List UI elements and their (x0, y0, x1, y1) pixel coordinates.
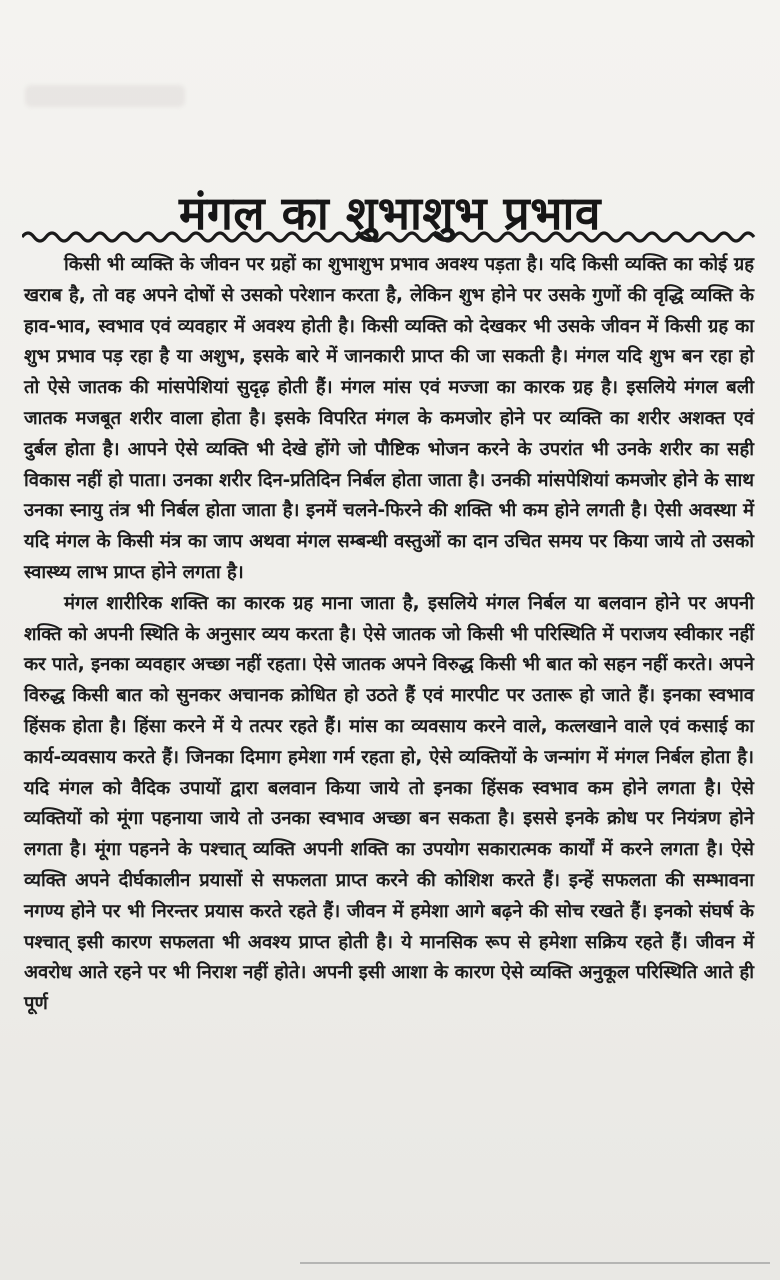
paragraph-2: मंगल शारीरिक शक्ति का कारक ग्रह माना जाता है, इसलिये मंगल निर्बल या बलवान होने पर अपनी शक्ति को अपनी स्थिति के अनुसार व्यय करता है। ऐसे जातक जो किसी भी परिस्थिति में पराजय स्वीकार नहीं कर पाते, इनका व्यवहार अच्छा नहीं रहता। ऐसे जातक अपने विरुद्ध किसी भी बात को सहन नहीं करते। अपने विरुद्ध किसी बात को सुनकर अचानक क्रोधित हो उठते हैं एवं मारपीट पर उतारू हो जाते हैं। इनका स्वभाव हिंसक होता है। हिंसा करने में ये तत्पर रहते हैं। मांस का व्यवसाय करने वाले, कत्लखाने वाले एवं कसाई का कार्य-व्यवसाय करते हैं। जिनका दिमाग हमेशा गर्म रहता हो, ऐसे व्यक्तियों के जन्मांग में मंगल निर्बल होता है। यदि मंगल को वैदिक उपायों द्वारा बलवान किया जाये तो इनका हिंसक स्वभाव कम होने लगता है। ऐसे व्यक्तियों को मूंगा पहनाया जाये तो उनका स्वभाव अच्छा बन सकता है। इससे इनके क्रोध पर नियंत्रण होने लगता है। मूंगा पहनने के पश्चात् व्यक्ति अपनी शक्ति का उपयोग सकारात्मक कार्यों में करने लगता है। ऐसे व्यक्ति अपने दीर्घकालीन प्रयासों से सफलता प्राप्त करने की कोशिश करते हैं। इन्हें सफलता की सम्भावना नगण्य होने पर भी निरन्तर प्रयास करते रहते हैं। जीवन में हमेशा आगे बढ़ने की सोच रखते हैं। इनको संघर्ष के पश्चात् इसी कारण सफलता भी अवश्य प्राप्त होती है। ये मानसिक रूप से हमेशा सक्रिय रहते हैं। जीवन में अवरोध आते रहने पर भी निराश नहीं होते। अपनी इसी आशा के कारण ऐसे व्यक्ति अनुकूल परिस्थिति आते ही पूर्ण (24, 592, 755, 1015)
show-through-smudge (25, 85, 185, 107)
page-bottom-shadow (300, 1262, 770, 1264)
chapter-body (24, 250, 754, 1020)
paragraph-1: किसी भी व्यक्ति के जीवन पर ग्रहों का शुभाशुभ प्रभाव अवश्य पड़ता है। यदि किसी व्यक्ति का कोई ग्रह खराब है, तो वह अपने दोषों से उसको परेशान करता है, लेकिन शुभ होने पर उसके गुणों की वृद्धि व्यक्ति के हाव-भाव, स्वभाव एवं व्यवहार में अवश्य होती है। किसी व्यक्ति को देखकर भी उसके जीवन में किसी ग्रह का शुभ प्रभाव पड़ रहा है या अशुभ, इसके बारे में जानकारी प्राप्त की जा सकती है। मंगल यदि शुभ बन रहा हो तो ऐसे जातक की मांसपेशियां सुदृढ़ होती हैं। मंगल मांस एवं मज्जा का कारक ग्रह है। इसलिये मंगल बली जातक मजबूत शरीर वाला होता है। इसके विपरित मंगल के कमजोर होने पर व्यक्ति का शरीर अशक्त एवं दुर्बल होता है। आपने ऐसे व्यक्ति भी देखे होंगे जो पौष्टिक भोजन करने के उपरांत भी उनके शरीर का सही विकास नहीं हो पाता। उनका शरीर दिन-प्रतिदिन निर्बल होता जाता है। उनकी मांसपेशियां कमजोर होने के साथ उनका स्नायु तंत्र भी निर्बल होता जाता है। इनमें चलने-फिरने की शक्ति भी कम होने लगती है। ऐसी अवस्था में यदि मंगल के किसी मंत्र का जाप अथवा मंगल सम्बन्धी वस्तुओं का दान उचित समय पर किया जाये तो उसको स्वास्थ्य लाभ प्राप्त होने लगता है। (24, 254, 754, 583)
decorative-wavy-rule (22, 228, 758, 246)
chapter-title: मंगल का शुभाशुभ प्रभाव (178, 185, 602, 240)
